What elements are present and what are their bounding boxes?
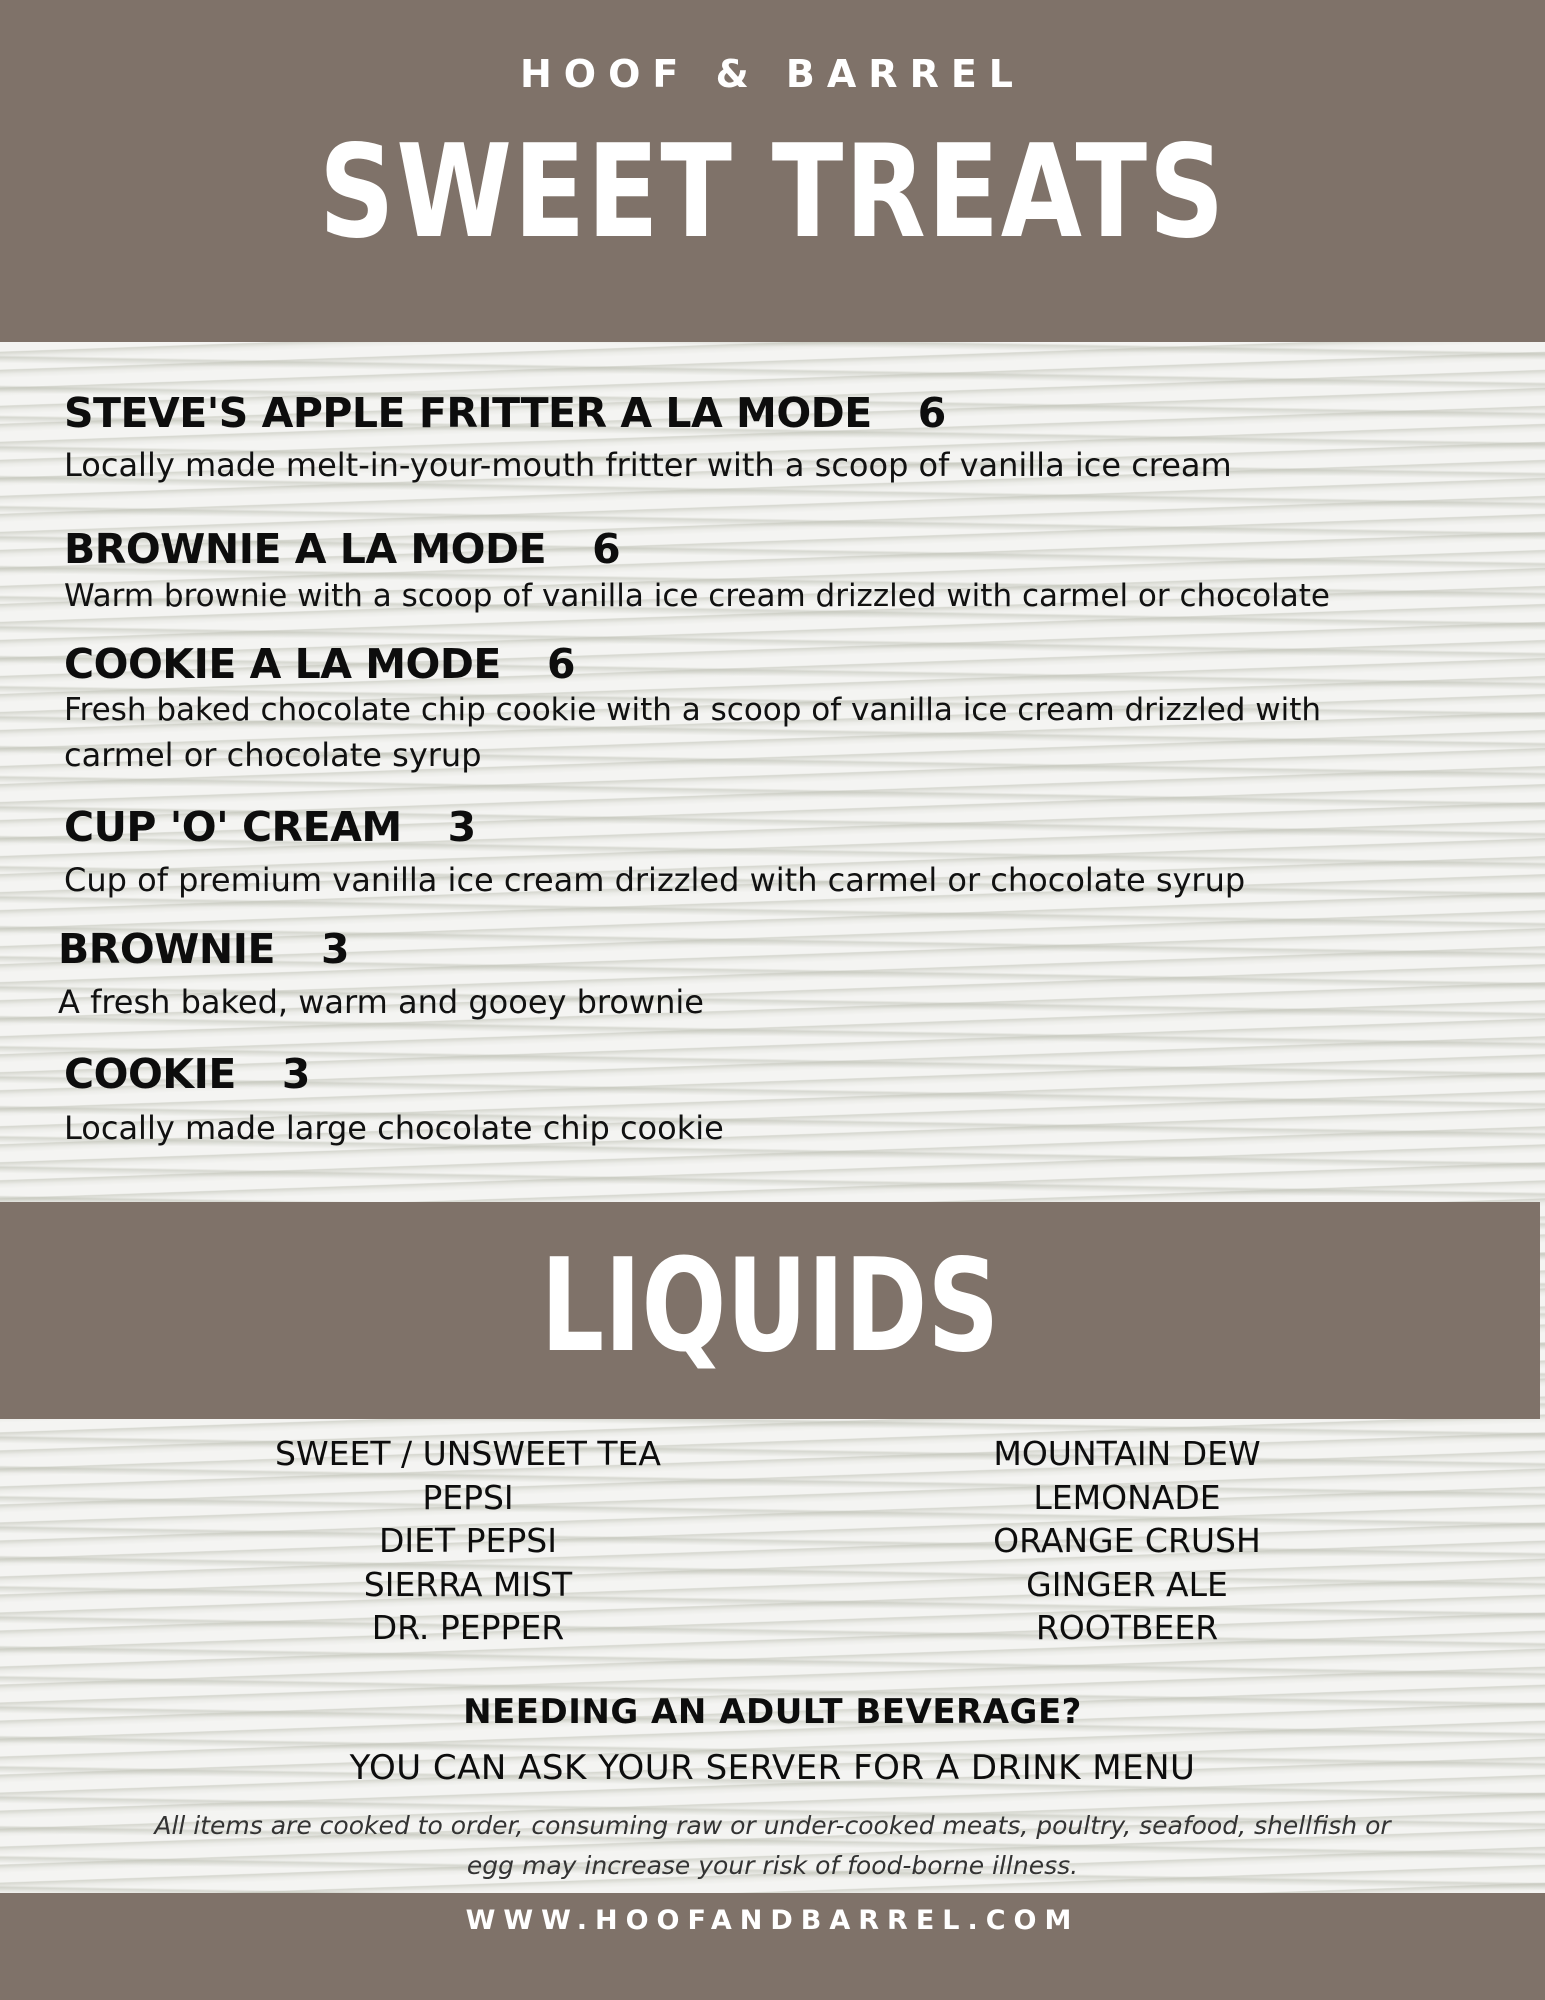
adult-beverage-note: YOU CAN ASK YOUR SERVER FOR A DRINK MENU — [349, 1748, 1196, 1788]
menu-item-price: 3 — [281, 1050, 310, 1098]
food-safety-disclaimer — [110, 1806, 1435, 1886]
drink-item: SWEET / UNSWEET TEA — [275, 1434, 661, 1473]
drink-item: PEPSI — [422, 1477, 514, 1517]
menu-item-price: 3 — [320, 925, 350, 973]
menu-item-price: 6 — [592, 525, 621, 573]
drinks-left-column — [188, 1432, 748, 1650]
menu-item-description: Locally made melt-in-your-mouth fritter with a scoop of vanilla ice cream — [64, 446, 1232, 484]
menu-item-price: 6 — [546, 640, 575, 688]
brand-name: HOOF & BARREL — [519, 52, 1026, 96]
drinks-right-column — [847, 1432, 1407, 1650]
disclaimer-line: All items are cooked to order, consuming raw or under-cooked meats, poultry, seafood, shellfish or — [154, 1811, 1391, 1840]
drink-item: LEMONADE — [1033, 1477, 1221, 1517]
liquids-title: LIQUIDS — [540, 1232, 1000, 1381]
menu-item-name: BROWNIE 3 — [58, 925, 350, 973]
drink-item: SIERRA MIST — [363, 1564, 573, 1604]
drink-item: DIET PEPSI — [379, 1521, 557, 1560]
menu-item-description: Locally made large chocolate chip cookie — [64, 1109, 724, 1147]
menu-item-description: carmel or chocolate syrup — [64, 736, 482, 774]
menu-item-name: CUP 'O' CREAM 3 — [64, 803, 476, 851]
adult-beverage-heading: NEEDING AN ADULT BEVERAGE? — [463, 1692, 1082, 1732]
drink-item: ROOTBEER — [1035, 1608, 1219, 1647]
menu-item-price: 6 — [917, 389, 946, 437]
menu-item-name: COOKIE A LA MODE 6 — [64, 640, 575, 688]
drink-item: GINGER ALE — [1026, 1564, 1228, 1604]
menu-item-name: STEVE'S APPLE FRITTER A LA MODE 6 — [64, 389, 946, 437]
drink-item: ORANGE CRUSH — [993, 1521, 1261, 1560]
menu-item-name: BROWNIE A LA MODE 6 — [64, 525, 621, 573]
menu-item-description: Warm brownie with a scoop of vanilla ice cream drizzled with carmel or chocolate — [64, 578, 1330, 614]
disclaimer-line: egg may increase your risk of food-borne illness. — [466, 1851, 1079, 1880]
drink-item: MOUNTAIN DEW — [993, 1434, 1261, 1473]
menu-item-name: COOKIE 3 — [64, 1050, 310, 1098]
menu-item-price: 3 — [447, 803, 476, 851]
website-link[interactable]: WWW.HOOFANDBARREL.COM — [465, 1905, 1080, 1936]
drink-item: DR. PEPPER — [371, 1608, 565, 1647]
menu-item-description: Cup of premium vanilla ice cream drizzled with carmel or chocolate syrup — [64, 861, 1246, 899]
menu-item-description: A fresh baked, warm and gooey brownie — [58, 983, 704, 1021]
menu-item-description: Fresh baked chocolate chip cookie with a scoop of vanilla ice cream drizzled with — [64, 692, 1322, 728]
page-title: SWEET TREATS — [319, 118, 1226, 267]
